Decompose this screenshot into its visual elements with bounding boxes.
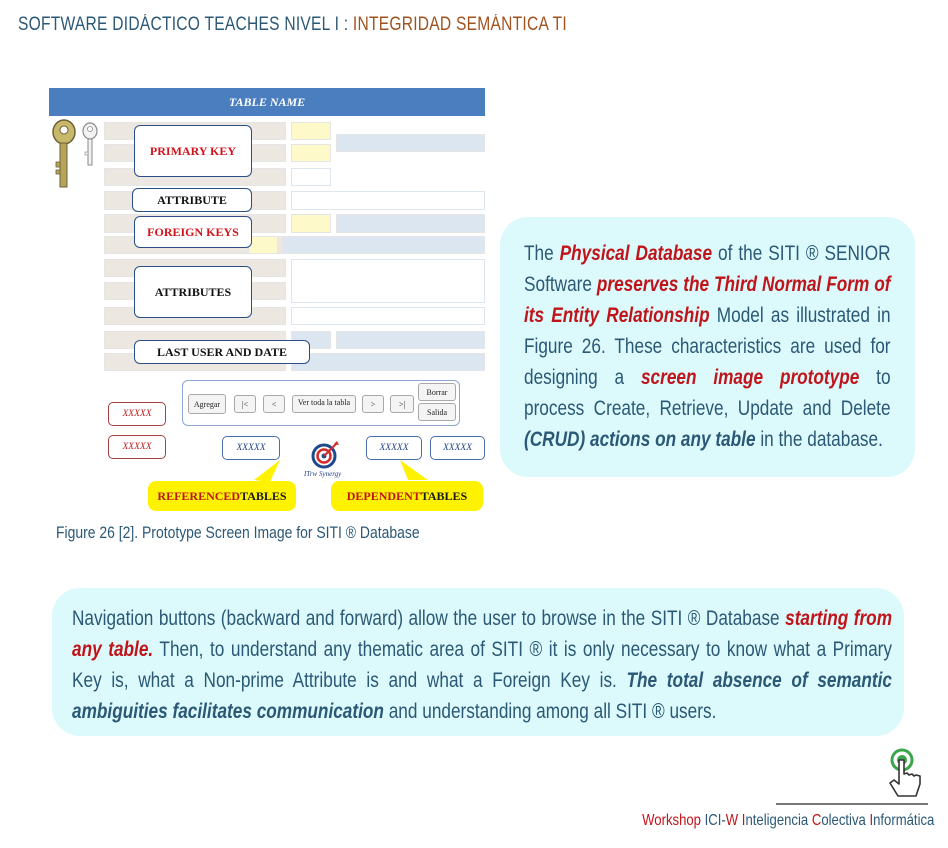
callout-arrows bbox=[48, 88, 490, 510]
navigation-buttons-text bbox=[72, 603, 892, 727]
page-title-separator: : bbox=[339, 14, 353, 35]
emphasis-run: preserves the Third Normal Form of its Entity Relationship bbox=[524, 273, 891, 327]
footer-credit bbox=[642, 812, 934, 830]
referenced-table-field[interactable]: XXXXX bbox=[108, 402, 166, 426]
first-record-button[interactable]: |< bbox=[234, 395, 256, 413]
dependent-table-link[interactable]: XXXXX bbox=[430, 436, 485, 460]
footer-text: C bbox=[811, 812, 821, 829]
text-run: to process Create, Retrieve, Update and Delete bbox=[524, 366, 891, 420]
footer-divider bbox=[776, 803, 928, 805]
logo-text: ITrw Synergy bbox=[304, 470, 342, 478]
delete-button[interactable]: Borrar bbox=[418, 383, 456, 401]
primary-key-label: PRIMARY KEY bbox=[134, 125, 252, 177]
attribute-label: ATTRIBUTE bbox=[132, 188, 252, 212]
figure-caption: Figure 26 [2]. Prototype Screen Image for SITI ® Database bbox=[56, 523, 420, 542]
last-record-button[interactable]: >| bbox=[390, 395, 414, 413]
bold-run: (CRUD) actions on any table bbox=[524, 428, 756, 451]
view-all-table-button[interactable]: Ver toda la tabla bbox=[292, 395, 356, 413]
table-name-bar: TABLE NAME bbox=[49, 88, 485, 116]
footer-text: W bbox=[725, 812, 738, 829]
referenced-tables-callout bbox=[148, 481, 296, 511]
text-run: and understanding among all SITI ® users. bbox=[383, 700, 717, 723]
physical-database-text bbox=[524, 238, 891, 455]
text-run: The bbox=[524, 242, 560, 265]
bold-run: The total absence of semantic ambiguities facilitates communication bbox=[72, 669, 893, 723]
footer-text: I bbox=[741, 812, 746, 829]
text-run: Navigation buttons (backward and forward) allow the user to browse in the SITI ® Database bbox=[72, 607, 786, 630]
referenced-word: REFERENCED bbox=[157, 488, 241, 503]
text-run: in the database. bbox=[755, 428, 883, 451]
footer-text: nformática bbox=[872, 812, 934, 829]
referenced-table-link[interactable]: XXXXX bbox=[222, 436, 280, 460]
prototype-screen-figure bbox=[48, 88, 490, 510]
emphasis-run: Physical Database bbox=[559, 242, 713, 265]
last-user-date-label: LAST USER AND DATE bbox=[134, 340, 310, 364]
navigation-buttons-panel bbox=[52, 588, 904, 736]
text-run: Model as illustrated in Figure 26. These characteristics are used for designing a bbox=[524, 304, 891, 389]
text-run: of the SITI ® SENIOR Software bbox=[524, 242, 891, 296]
footer-text: I bbox=[869, 812, 873, 829]
dependent-tables-callout bbox=[331, 481, 483, 511]
tables-word: TABLES bbox=[420, 488, 468, 503]
footer-text: nteligencia bbox=[745, 812, 812, 829]
attributes-label: ATTRIBUTES bbox=[134, 266, 252, 318]
page-title bbox=[18, 14, 567, 36]
tables-word: TABLES bbox=[240, 488, 287, 503]
exit-button[interactable]: Salida bbox=[418, 403, 456, 421]
footer-text: ICI- bbox=[704, 812, 726, 829]
add-button[interactable]: Agregar bbox=[188, 394, 226, 414]
physical-database-panel bbox=[500, 217, 915, 477]
emphasis-run: screen image prototype bbox=[640, 366, 860, 389]
page-title-main: SOFTWARE DIDÁCTICO TEACHES NIVEL I bbox=[18, 14, 340, 35]
next-record-button[interactable]: > bbox=[362, 395, 384, 413]
dependent-word: DEPENDENT bbox=[346, 488, 421, 503]
foreign-keys-label: FOREIGN KEYS bbox=[134, 216, 252, 248]
touch-hand-icon bbox=[876, 748, 932, 806]
footer-text: olectiva bbox=[820, 812, 870, 829]
page-title-accent: INTEGRIDAD SEMÁNTICA TI bbox=[352, 14, 567, 35]
footer-text: Workshop bbox=[641, 812, 705, 829]
previous-record-button[interactable]: < bbox=[263, 395, 285, 413]
referenced-table-field[interactable]: XXXXX bbox=[108, 435, 166, 459]
emphasis-run: starting from any table. bbox=[72, 607, 893, 661]
dependent-table-link[interactable]: XXXXX bbox=[366, 436, 422, 460]
text-run: Then, to understand any thematic area of SITI ® it is only necessary to know what a Primary Key is, what a Non-prime Attribute is and what a Foreign Key is. bbox=[72, 638, 892, 692]
